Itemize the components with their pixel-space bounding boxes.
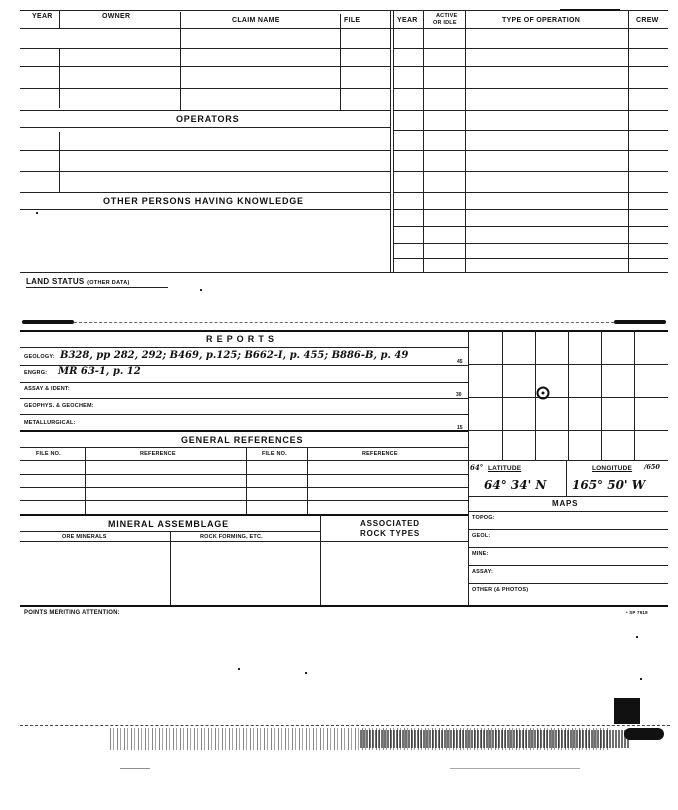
scale-mark-45: 45 bbox=[457, 359, 463, 365]
engrg-value: MR 63-1, p. 12 bbox=[58, 366, 141, 377]
land-status-label: LAND STATUS bbox=[26, 277, 85, 286]
header-crew: CREW bbox=[636, 17, 659, 24]
associated-rock-types-line1: ASSOCIATED bbox=[360, 519, 420, 528]
latitude-label: LATITUDE bbox=[488, 465, 522, 472]
header-or-idle: OR IDLE bbox=[433, 20, 457, 26]
header-owner: OWNER bbox=[102, 13, 131, 20]
scale-mark-30: 30 bbox=[456, 392, 462, 398]
geology-label: GEOLOGY: bbox=[24, 354, 55, 360]
longitude-label: LONGITUDE bbox=[592, 465, 633, 472]
maps-topog: TOPOG: bbox=[472, 515, 495, 521]
land-status-sub: (OTHER DATA) bbox=[87, 280, 130, 286]
location-marker-icon bbox=[536, 386, 550, 400]
header-year-2: YEAR bbox=[397, 17, 418, 24]
separator-bar bbox=[614, 320, 666, 324]
header-claim-name: CLAIM NAME bbox=[232, 17, 280, 24]
maps-other-photos: OTHER (& PHOTOS) bbox=[472, 587, 529, 593]
engrg-label: ENGRG: bbox=[24, 370, 48, 376]
scale-mark-15: 15 bbox=[457, 425, 463, 431]
separator-bar bbox=[22, 320, 74, 324]
ref-col-reference-1: REFERENCE bbox=[140, 451, 176, 457]
ref-col-reference-2: REFERENCE bbox=[362, 451, 398, 457]
other-persons-heading: OTHER PERSONS HAVING KNOWLEDGE bbox=[103, 196, 304, 206]
geology-value: B328, pp 282, 292; B469, p.125; B662-I, p. 455; B886-B, p. 49 bbox=[60, 350, 409, 361]
general-references-heading: GENERAL REFERENCES bbox=[181, 435, 304, 445]
geophys-geochem-label: GEOPHYS. & GEOCHEM: bbox=[24, 403, 94, 409]
maps-assay: ASSAY: bbox=[472, 569, 494, 575]
form-number: • SP 7918 bbox=[626, 610, 648, 615]
ref-col-file-no-1: FILE NO. bbox=[36, 451, 61, 457]
metallurgical-label: METALLURGICAL: bbox=[24, 420, 76, 426]
scan-black-block bbox=[614, 698, 640, 724]
maps-mine: MINE: bbox=[472, 551, 489, 557]
maps-heading: MAPS bbox=[552, 499, 579, 508]
header-type-of-operation: TYPE OF OPERATION bbox=[502, 17, 581, 24]
latitude-value: 64° 34' N bbox=[484, 478, 547, 492]
ref-col-file-no-2: FILE NO. bbox=[262, 451, 287, 457]
reports-heading: R E P O R T S bbox=[206, 334, 275, 344]
latitude-prefix: 64° bbox=[470, 463, 484, 472]
longitude-value: 165° 50' W bbox=[572, 478, 646, 492]
col-rock-forming: ROCK FORMING, ETC. bbox=[200, 534, 263, 540]
associated-rock-types-line2: ROCK TYPES bbox=[360, 529, 421, 538]
mineral-assemblage-heading: MINERAL ASSEMBLAGE bbox=[108, 519, 229, 529]
operators-heading: OPERATORS bbox=[176, 114, 240, 124]
maps-geol: GEOL: bbox=[472, 533, 491, 539]
col-ore-minerals: ORE MINERALS bbox=[62, 534, 107, 540]
header-file: FILE bbox=[344, 17, 361, 24]
header-active: ACTIVE bbox=[436, 13, 458, 19]
longitude-suffix: /650 bbox=[644, 463, 660, 471]
header-year: YEAR bbox=[32, 13, 53, 20]
points-meriting-attention: POINTS MERITING ATTENTION: bbox=[24, 610, 120, 616]
assay-ident-label: ASSAY & IDENT: bbox=[24, 386, 70, 392]
